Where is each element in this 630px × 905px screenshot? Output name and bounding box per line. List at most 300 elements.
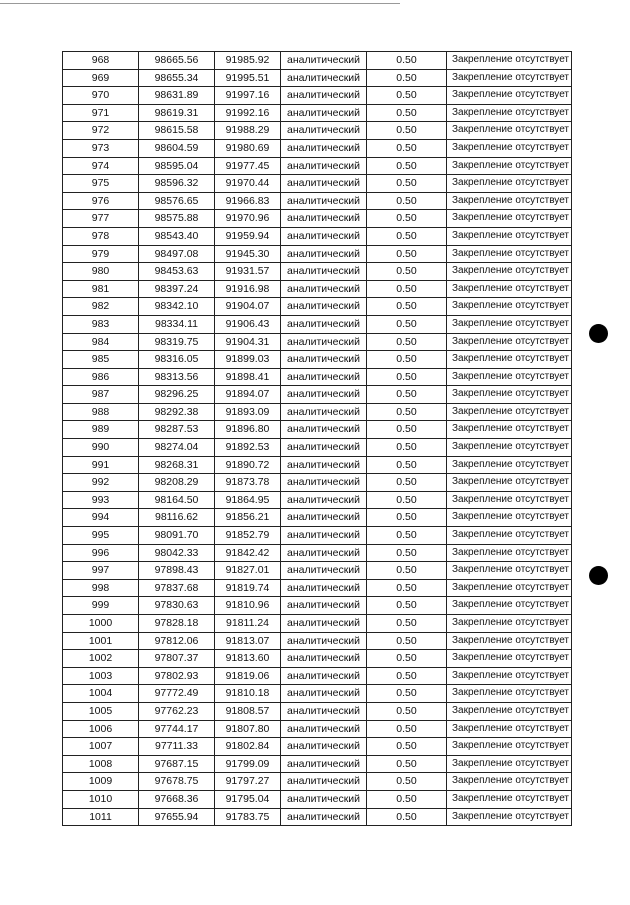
cell-method: аналитический (281, 755, 367, 773)
cell-method: аналитический (281, 280, 367, 298)
cell-method: аналитический (281, 667, 367, 685)
cell-num: 989 (63, 421, 139, 439)
cell-method: аналитический (281, 527, 367, 545)
cell-y: 91931.57 (215, 263, 281, 281)
cell-accuracy: 0.50 (367, 808, 447, 826)
cell-num: 1007 (63, 738, 139, 756)
cell-y: 91904.31 (215, 333, 281, 351)
cell-accuracy: 0.50 (367, 667, 447, 685)
cell-x: 98274.04 (139, 439, 215, 457)
cell-method: аналитический (281, 632, 367, 650)
cell-x: 98296.25 (139, 386, 215, 404)
cell-status: Закрепление отсутствует (447, 755, 572, 773)
cell-method: аналитический (281, 403, 367, 421)
cell-method: аналитический (281, 544, 367, 562)
cell-method: аналитический (281, 315, 367, 333)
table-row (63, 808, 572, 826)
cell-num: 973 (63, 139, 139, 157)
table-row (63, 263, 572, 281)
cell-x: 97772.49 (139, 685, 215, 703)
cell-y: 91988.29 (215, 122, 281, 140)
cell-num: 1004 (63, 685, 139, 703)
table-row (63, 333, 572, 351)
cell-x: 98595.04 (139, 157, 215, 175)
cell-accuracy: 0.50 (367, 386, 447, 404)
cell-accuracy: 0.50 (367, 615, 447, 633)
table-row (63, 227, 572, 245)
cell-accuracy: 0.50 (367, 632, 447, 650)
cell-y: 91892.53 (215, 439, 281, 457)
cell-method: аналитический (281, 87, 367, 105)
cell-y: 91970.96 (215, 210, 281, 228)
cell-accuracy: 0.50 (367, 69, 447, 87)
cell-method: аналитический (281, 562, 367, 580)
cell-y: 91810.18 (215, 685, 281, 703)
cell-num: 985 (63, 351, 139, 369)
cell-x: 98497.08 (139, 245, 215, 263)
cell-status: Закрепление отсутствует (447, 738, 572, 756)
cell-status: Закрепление отсутствует (447, 808, 572, 826)
table-row (63, 421, 572, 439)
cell-status: Закрепление отсутствует (447, 351, 572, 369)
cell-method: аналитический (281, 139, 367, 157)
cell-num: 972 (63, 122, 139, 140)
punch-hole-mark (589, 566, 608, 585)
cell-x: 98655.34 (139, 69, 215, 87)
cell-status: Закрепление отсутствует (447, 403, 572, 421)
cell-method: аналитический (281, 210, 367, 228)
cell-method: аналитический (281, 52, 367, 70)
cell-method: аналитический (281, 175, 367, 193)
table-row (63, 527, 572, 545)
cell-method: аналитический (281, 351, 367, 369)
cell-status: Закрепление отсутствует (447, 456, 572, 474)
cell-accuracy: 0.50 (367, 315, 447, 333)
table-row (63, 122, 572, 140)
table-row (63, 175, 572, 193)
cell-accuracy: 0.50 (367, 456, 447, 474)
cell-x: 98397.24 (139, 280, 215, 298)
cell-num: 971 (63, 104, 139, 122)
cell-x: 98543.40 (139, 227, 215, 245)
cell-method: аналитический (281, 104, 367, 122)
cell-accuracy: 0.50 (367, 368, 447, 386)
cell-x: 97828.18 (139, 615, 215, 633)
cell-num: 969 (63, 69, 139, 87)
table-body (63, 52, 572, 826)
cell-accuracy: 0.50 (367, 122, 447, 140)
cell-num: 1001 (63, 632, 139, 650)
cell-y: 91813.07 (215, 632, 281, 650)
cell-x: 97807.37 (139, 650, 215, 668)
cell-status: Закрепление отсутствует (447, 52, 572, 70)
cell-y: 91959.94 (215, 227, 281, 245)
cell-status: Закрепление отсутствует (447, 315, 572, 333)
cell-status: Закрепление отсутствует (447, 773, 572, 791)
cell-method: аналитический (281, 421, 367, 439)
cell-accuracy: 0.50 (367, 52, 447, 70)
cell-y: 91916.98 (215, 280, 281, 298)
table-row (63, 632, 572, 650)
cell-num: 1003 (63, 667, 139, 685)
cell-status: Закрепление отсутствует (447, 263, 572, 281)
cell-status: Закрепление отсутствует (447, 491, 572, 509)
cell-x: 98292.38 (139, 403, 215, 421)
cell-status: Закрепление отсутствует (447, 298, 572, 316)
cell-y: 91852.79 (215, 527, 281, 545)
table-row (63, 351, 572, 369)
table-row (63, 403, 572, 421)
cell-status: Закрепление отсутствует (447, 597, 572, 615)
cell-status: Закрепление отсутствует (447, 421, 572, 439)
cell-method: аналитический (281, 509, 367, 527)
cell-num: 993 (63, 491, 139, 509)
cell-x: 98334.11 (139, 315, 215, 333)
cell-x: 97802.93 (139, 667, 215, 685)
cell-y: 91802.84 (215, 738, 281, 756)
cell-accuracy: 0.50 (367, 192, 447, 210)
table-row (63, 87, 572, 105)
cell-x: 97898.43 (139, 562, 215, 580)
cell-accuracy: 0.50 (367, 720, 447, 738)
cell-accuracy: 0.50 (367, 650, 447, 668)
cell-method: аналитический (281, 738, 367, 756)
table-row (63, 157, 572, 175)
cell-status: Закрепление отсутствует (447, 615, 572, 633)
cell-num: 979 (63, 245, 139, 263)
cell-x: 97711.33 (139, 738, 215, 756)
cell-method: аналитический (281, 122, 367, 140)
cell-accuracy: 0.50 (367, 439, 447, 457)
cell-y: 91873.78 (215, 474, 281, 492)
cell-num: 981 (63, 280, 139, 298)
cell-accuracy: 0.50 (367, 773, 447, 791)
cell-method: аналитический (281, 597, 367, 615)
cell-x: 98313.56 (139, 368, 215, 386)
cell-method: аналитический (281, 456, 367, 474)
cell-status: Закрепление отсутствует (447, 192, 572, 210)
cell-num: 987 (63, 386, 139, 404)
cell-x: 97744.17 (139, 720, 215, 738)
cell-status: Закрепление отсутствует (447, 439, 572, 457)
cell-method: аналитический (281, 615, 367, 633)
cell-status: Закрепление отсутствует (447, 685, 572, 703)
cell-y: 91842.42 (215, 544, 281, 562)
cell-y: 91945.30 (215, 245, 281, 263)
cell-y: 91898.41 (215, 368, 281, 386)
cell-accuracy: 0.50 (367, 298, 447, 316)
cell-status: Закрепление отсутствует (447, 87, 572, 105)
cell-method: аналитический (281, 333, 367, 351)
top-scan-rule (0, 3, 400, 4)
cell-accuracy: 0.50 (367, 755, 447, 773)
cell-num: 997 (63, 562, 139, 580)
cell-x: 97655.94 (139, 808, 215, 826)
cell-x: 98596.32 (139, 175, 215, 193)
cell-method: аналитический (281, 227, 367, 245)
table-row (63, 597, 572, 615)
cell-num: 1011 (63, 808, 139, 826)
cell-y: 91810.96 (215, 597, 281, 615)
cell-num: 984 (63, 333, 139, 351)
cell-method: аналитический (281, 790, 367, 808)
cell-status: Закрепление отсутствует (447, 210, 572, 228)
cell-num: 975 (63, 175, 139, 193)
cell-y: 91856.21 (215, 509, 281, 527)
cell-x: 97668.36 (139, 790, 215, 808)
cell-num: 1009 (63, 773, 139, 791)
cell-y: 91977.45 (215, 157, 281, 175)
cell-status: Закрепление отсутствует (447, 280, 572, 298)
table-row (63, 386, 572, 404)
cell-accuracy: 0.50 (367, 579, 447, 597)
cell-num: 970 (63, 87, 139, 105)
cell-accuracy: 0.50 (367, 157, 447, 175)
cell-y: 91813.60 (215, 650, 281, 668)
cell-y: 91997.16 (215, 87, 281, 105)
cell-accuracy: 0.50 (367, 527, 447, 545)
cell-x: 98287.53 (139, 421, 215, 439)
cell-accuracy: 0.50 (367, 738, 447, 756)
cell-accuracy: 0.50 (367, 702, 447, 720)
cell-x: 98619.31 (139, 104, 215, 122)
cell-num: 986 (63, 368, 139, 386)
cell-status: Закрепление отсутствует (447, 368, 572, 386)
cell-status: Закрепление отсутствует (447, 157, 572, 175)
cell-accuracy: 0.50 (367, 474, 447, 492)
cell-status: Закрепление отсутствует (447, 562, 572, 580)
cell-x: 98576.65 (139, 192, 215, 210)
table-row (63, 702, 572, 720)
table-row (63, 720, 572, 738)
cell-y: 91783.75 (215, 808, 281, 826)
cell-x: 97812.06 (139, 632, 215, 650)
table-row (63, 139, 572, 157)
cell-x: 98615.58 (139, 122, 215, 140)
cell-num: 1010 (63, 790, 139, 808)
cell-x: 98208.29 (139, 474, 215, 492)
cell-accuracy: 0.50 (367, 351, 447, 369)
cell-status: Закрепление отсутствует (447, 720, 572, 738)
cell-y: 91890.72 (215, 456, 281, 474)
table-row (63, 738, 572, 756)
cell-x: 98091.70 (139, 527, 215, 545)
cell-status: Закрепление отсутствует (447, 69, 572, 87)
cell-accuracy: 0.50 (367, 227, 447, 245)
cell-accuracy: 0.50 (367, 421, 447, 439)
cell-num: 980 (63, 263, 139, 281)
cell-x: 98665.56 (139, 52, 215, 70)
cell-accuracy: 0.50 (367, 175, 447, 193)
cell-method: аналитический (281, 298, 367, 316)
cell-accuracy: 0.50 (367, 263, 447, 281)
cell-x: 98604.59 (139, 139, 215, 157)
table-row (63, 104, 572, 122)
cell-y: 91827.01 (215, 562, 281, 580)
cell-y: 91899.03 (215, 351, 281, 369)
cell-status: Закрепление отсутствует (447, 175, 572, 193)
cell-num: 988 (63, 403, 139, 421)
cell-x: 98342.10 (139, 298, 215, 316)
cell-y: 91906.43 (215, 315, 281, 333)
cell-status: Закрепление отсутствует (447, 527, 572, 545)
cell-y: 91795.04 (215, 790, 281, 808)
cell-y: 91893.09 (215, 403, 281, 421)
cell-x: 98268.31 (139, 456, 215, 474)
cell-method: аналитический (281, 579, 367, 597)
cell-method: аналитический (281, 263, 367, 281)
cell-method: аналитический (281, 439, 367, 457)
cell-status: Закрепление отсутствует (447, 139, 572, 157)
cell-method: аналитический (281, 808, 367, 826)
table-row (63, 667, 572, 685)
cell-accuracy: 0.50 (367, 597, 447, 615)
cell-num: 998 (63, 579, 139, 597)
cell-accuracy: 0.50 (367, 139, 447, 157)
cell-num: 983 (63, 315, 139, 333)
table-row (63, 474, 572, 492)
cell-x: 97687.15 (139, 755, 215, 773)
cell-num: 1006 (63, 720, 139, 738)
table-row (63, 210, 572, 228)
cell-status: Закрепление отсутствует (447, 702, 572, 720)
cell-num: 982 (63, 298, 139, 316)
cell-num: 994 (63, 509, 139, 527)
cell-y: 91992.16 (215, 104, 281, 122)
cell-y: 91995.51 (215, 69, 281, 87)
cell-x: 98319.75 (139, 333, 215, 351)
cell-method: аналитический (281, 192, 367, 210)
cell-num: 991 (63, 456, 139, 474)
cell-x: 97837.68 (139, 579, 215, 597)
cell-x: 98042.33 (139, 544, 215, 562)
cell-x: 97762.23 (139, 702, 215, 720)
cell-y: 91808.57 (215, 702, 281, 720)
cell-accuracy: 0.50 (367, 245, 447, 263)
cell-num: 1005 (63, 702, 139, 720)
cell-x: 98116.62 (139, 509, 215, 527)
cell-x: 98453.63 (139, 263, 215, 281)
table-row (63, 69, 572, 87)
cell-method: аналитический (281, 685, 367, 703)
cell-method: аналитический (281, 245, 367, 263)
cell-method: аналитический (281, 474, 367, 492)
cell-num: 977 (63, 210, 139, 228)
punch-hole-mark (589, 324, 608, 343)
cell-x: 97830.63 (139, 597, 215, 615)
cell-accuracy: 0.50 (367, 333, 447, 351)
cell-x: 98316.05 (139, 351, 215, 369)
cell-method: аналитический (281, 386, 367, 404)
cell-method: аналитический (281, 368, 367, 386)
cell-accuracy: 0.50 (367, 280, 447, 298)
cell-num: 995 (63, 527, 139, 545)
cell-status: Закрепление отсутствует (447, 333, 572, 351)
cell-status: Закрепление отсутствует (447, 104, 572, 122)
cell-num: 1002 (63, 650, 139, 668)
cell-accuracy: 0.50 (367, 104, 447, 122)
table-row (63, 790, 572, 808)
cell-x: 98631.89 (139, 87, 215, 105)
cell-num: 992 (63, 474, 139, 492)
cell-method: аналитический (281, 69, 367, 87)
cell-method: аналитический (281, 650, 367, 668)
cell-method: аналитический (281, 702, 367, 720)
cell-accuracy: 0.50 (367, 491, 447, 509)
cell-status: Закрепление отсутствует (447, 386, 572, 404)
cell-x: 97678.75 (139, 773, 215, 791)
cell-num: 976 (63, 192, 139, 210)
cell-x: 98164.50 (139, 491, 215, 509)
cell-y: 91966.83 (215, 192, 281, 210)
cell-accuracy: 0.50 (367, 403, 447, 421)
cell-y: 91807.80 (215, 720, 281, 738)
cell-status: Закрепление отсутствует (447, 474, 572, 492)
cell-accuracy: 0.50 (367, 544, 447, 562)
cell-num: 1008 (63, 755, 139, 773)
cell-status: Закрепление отсутствует (447, 650, 572, 668)
cell-method: аналитический (281, 720, 367, 738)
cell-y: 91819.06 (215, 667, 281, 685)
table-row (63, 562, 572, 580)
cell-num: 974 (63, 157, 139, 175)
cell-y: 91819.74 (215, 579, 281, 597)
cell-status: Закрепление отсутствует (447, 245, 572, 263)
table-row (63, 650, 572, 668)
cell-method: аналитический (281, 773, 367, 791)
cell-status: Закрепление отсутствует (447, 544, 572, 562)
cell-y: 91980.69 (215, 139, 281, 157)
cell-y: 91985.92 (215, 52, 281, 70)
cell-accuracy: 0.50 (367, 790, 447, 808)
cell-num: 990 (63, 439, 139, 457)
cell-y: 91811.24 (215, 615, 281, 633)
cell-x: 98575.88 (139, 210, 215, 228)
cell-num: 999 (63, 597, 139, 615)
cell-accuracy: 0.50 (367, 87, 447, 105)
cell-y: 91797.27 (215, 773, 281, 791)
table-row (63, 52, 572, 70)
table-row (63, 192, 572, 210)
cell-accuracy: 0.50 (367, 210, 447, 228)
cell-status: Закрепление отсутствует (447, 122, 572, 140)
cell-num: 996 (63, 544, 139, 562)
table-row (63, 544, 572, 562)
cell-y: 91904.07 (215, 298, 281, 316)
table-row (63, 685, 572, 703)
table-row (63, 579, 572, 597)
cell-y: 91864.95 (215, 491, 281, 509)
cell-num: 1000 (63, 615, 139, 633)
table-row (63, 509, 572, 527)
table-row (63, 773, 572, 791)
coordinates-table (62, 51, 572, 826)
table-row (63, 456, 572, 474)
cell-y: 91894.07 (215, 386, 281, 404)
cell-y: 91970.44 (215, 175, 281, 193)
cell-accuracy: 0.50 (367, 685, 447, 703)
table-row (63, 615, 572, 633)
cell-status: Закрепление отсутствует (447, 790, 572, 808)
cell-status: Закрепление отсутствует (447, 667, 572, 685)
cell-accuracy: 0.50 (367, 562, 447, 580)
cell-method: аналитический (281, 491, 367, 509)
cell-status: Закрепление отсутствует (447, 579, 572, 597)
cell-num: 978 (63, 227, 139, 245)
table-row (63, 368, 572, 386)
table-row (63, 491, 572, 509)
cell-y: 91799.09 (215, 755, 281, 773)
